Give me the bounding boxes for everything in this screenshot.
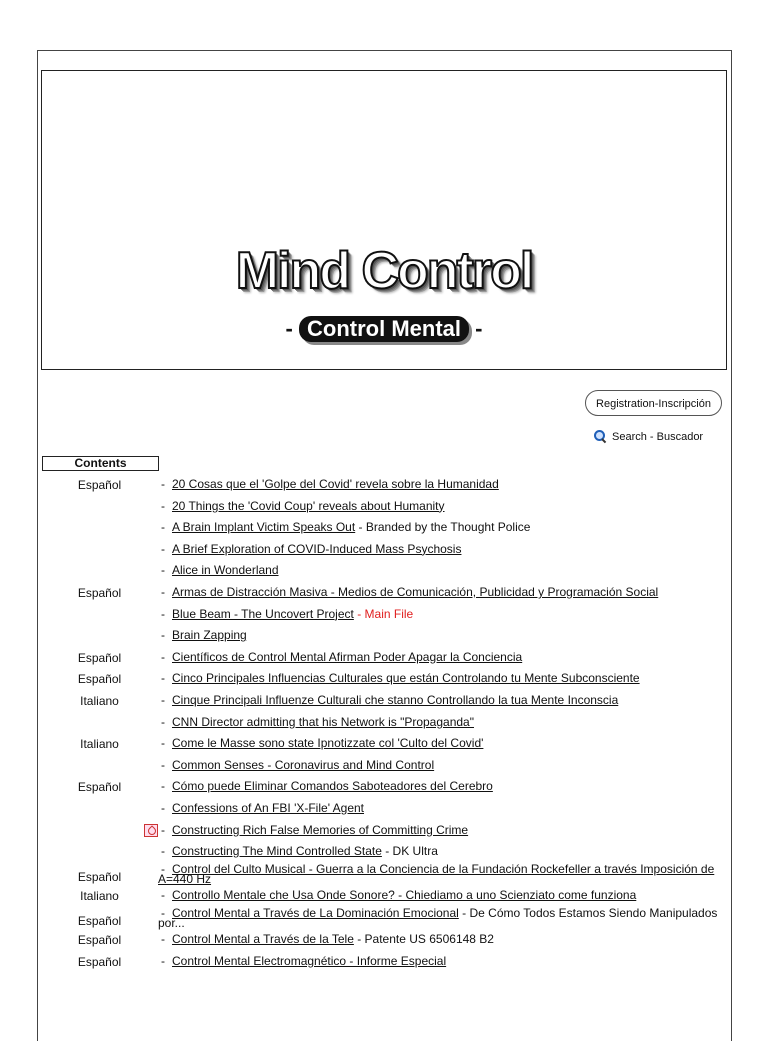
- bullet-dash: -: [161, 541, 165, 556]
- article-link[interactable]: Blue Beam - The Uncovert Project: [172, 606, 354, 621]
- article-link[interactable]: Control Mental a Través de La Dominación Emocional: [172, 905, 459, 920]
- entry-description: - DK Ultra: [381, 844, 438, 859]
- subtitle-right-dash: -: [475, 316, 483, 341]
- article-link[interactable]: Constructing Rich False Memories of Committing Crime: [172, 822, 469, 837]
- bullet-dash: -: [161, 757, 165, 772]
- bullet-dash: -: [161, 953, 165, 968]
- language-label: Español: [77, 585, 122, 600]
- language-label: Español: [77, 933, 122, 948]
- article-link[interactable]: A Brain Implant Victim Speaks Out: [172, 520, 356, 535]
- entry: [158, 500, 727, 513]
- banner-subtitle: [42, 316, 726, 342]
- language-label: Español: [77, 913, 122, 928]
- language-label: Español: [77, 954, 122, 969]
- magnifier-icon: [594, 430, 606, 442]
- bullet-dash: -: [161, 628, 165, 643]
- entry: [158, 478, 727, 491]
- list-item: [42, 669, 727, 691]
- subtitle-text: Control Mental: [299, 316, 469, 342]
- site-banner: [41, 70, 727, 370]
- entry: [158, 608, 727, 621]
- article-link[interactable]: Control del Culto Musical - Guerra a la Conciencia de la Fundación Rockefeller a través Imposición de A=440 Hz: [158, 861, 715, 887]
- article-link[interactable]: Confessions of An FBI 'X-File' Agent: [172, 800, 365, 815]
- bullet-dash: -: [161, 844, 165, 859]
- article-link[interactable]: Científicos de Control Mental Afirman Poder Apagar la Conciencia: [172, 649, 523, 664]
- list-item: [42, 518, 727, 540]
- entry: [158, 629, 727, 642]
- bullet-dash: -: [161, 736, 165, 751]
- registration-button[interactable]: Registration-Inscripción: [585, 390, 722, 416]
- entry: [158, 759, 727, 772]
- list-item: [42, 799, 727, 821]
- language-label: Italiano: [80, 889, 119, 904]
- bullet-dash: -: [161, 584, 165, 599]
- entry: [158, 651, 727, 664]
- article-link[interactable]: Cinque Principali Influenze Culturali che stanno Controllando la tua Mente Inconscia: [172, 692, 619, 707]
- language-label: Italiano: [80, 693, 119, 708]
- bullet-dash: -: [161, 606, 165, 621]
- entry: [158, 672, 727, 685]
- article-link[interactable]: 20 Cosas que el 'Golpe del Covid' revela sobre la Humanidad: [172, 477, 499, 491]
- bullet-dash: -: [161, 888, 165, 903]
- list-item: [42, 583, 727, 605]
- entry: [158, 694, 727, 707]
- entry-description: - De Cómo Todos Estamos Siendo Manipulados por...: [158, 905, 718, 931]
- language-label: Español: [77, 478, 122, 492]
- list-item: [42, 777, 727, 799]
- list-item: [42, 713, 727, 735]
- language-label: Español: [77, 672, 122, 687]
- entry: [158, 586, 727, 599]
- entry: [158, 521, 727, 534]
- entry: [158, 861, 727, 887]
- bullet-dash: -: [161, 822, 165, 837]
- list-item: [42, 475, 727, 497]
- list-item: [42, 561, 727, 583]
- language-label: Español: [77, 869, 122, 884]
- entry: [158, 889, 727, 902]
- entry: [158, 780, 727, 793]
- entry-description: - Patente US 6506148 B2: [353, 932, 494, 947]
- main-file-note: - Main File: [353, 606, 414, 621]
- list-item: [42, 842, 727, 864]
- subtitle-left-dash: -: [285, 316, 293, 341]
- article-link[interactable]: Controllo Mentale che Usa Onde Sonore? - Chiediamo a uno Scienziato come funziona: [172, 888, 637, 903]
- entry: [158, 543, 727, 556]
- list-item: [42, 605, 727, 627]
- bullet-dash: -: [161, 932, 165, 947]
- search-link[interactable]: [594, 430, 703, 443]
- pdf-icon[interactable]: [144, 824, 158, 837]
- contents-list: [42, 475, 727, 973]
- article-link[interactable]: Control Mental a Través de la Tele: [172, 932, 354, 947]
- entry: [158, 824, 727, 837]
- list-item: [42, 930, 727, 952]
- list-item: [42, 861, 727, 887]
- bullet-dash: -: [161, 861, 165, 876]
- article-link[interactable]: Cinco Principales Influencias Culturales que están Controlando tu Mente Subconsciente: [172, 671, 640, 686]
- bullet-dash: -: [161, 671, 165, 686]
- entry: [158, 955, 727, 968]
- language-label: Español: [77, 650, 122, 665]
- list-item: [42, 756, 727, 778]
- article-link[interactable]: A Brief Exploration of COVID-Induced Mass Psychosis: [172, 541, 462, 556]
- article-link[interactable]: Control Mental Electromagnético - Informe Especial: [172, 953, 447, 968]
- bullet-dash: -: [161, 498, 165, 513]
- article-link[interactable]: Come le Masse sono state Ipnotizzate col 'Culto del Covid': [172, 736, 484, 751]
- entry: [158, 933, 727, 946]
- article-link[interactable]: CNN Director admitting that his Network is "Propaganda": [172, 714, 474, 729]
- list-item: [42, 905, 727, 931]
- article-link[interactable]: Common Senses - Coronavirus and Mind Control: [172, 757, 435, 772]
- entry: [158, 905, 727, 931]
- entry: [158, 737, 727, 750]
- list-item: [42, 734, 727, 756]
- bullet-dash: -: [161, 800, 165, 815]
- list-item: [42, 886, 727, 908]
- language-label: Italiano: [80, 737, 119, 752]
- list-item: [42, 648, 727, 670]
- list-item: [42, 952, 727, 974]
- article-link[interactable]: Cómo puede Eliminar Comandos Saboteadores del Cerebro: [172, 779, 493, 794]
- entry: [158, 845, 727, 858]
- article-link[interactable]: 20 Things the 'Covid Coup' reveals about Humanity: [172, 498, 445, 513]
- entry: [158, 716, 727, 729]
- entry: [158, 564, 727, 577]
- list-item: [42, 540, 727, 562]
- list-item: [42, 821, 727, 843]
- language-label: Español: [77, 780, 122, 795]
- bullet-dash: -: [161, 714, 165, 729]
- list-item: [42, 497, 727, 519]
- bullet-dash: -: [161, 779, 165, 794]
- bullet-dash: -: [161, 692, 165, 707]
- entry-description: - Branded by the Thought Police: [355, 520, 531, 535]
- entry: [158, 802, 727, 815]
- bullet-dash: -: [161, 563, 165, 578]
- bullet-dash: -: [161, 905, 165, 920]
- contents-header: Contents: [42, 456, 159, 471]
- article-link[interactable]: Constructing The Mind Controlled State: [172, 844, 382, 859]
- bullet-dash: -: [161, 477, 165, 491]
- article-link[interactable]: Alice in Wonderland: [172, 563, 279, 578]
- article-link[interactable]: Armas de Distracción Masiva - Medios de Comunicación, Publicidad y Programación Social: [172, 584, 659, 599]
- banner-title: Mind Control: [235, 242, 533, 300]
- bullet-dash: -: [161, 520, 165, 535]
- list-item: [42, 691, 727, 713]
- article-link[interactable]: Brain Zapping: [172, 628, 247, 643]
- list-item: [42, 626, 727, 648]
- bullet-dash: -: [161, 649, 165, 664]
- search-link-label: Search - Buscador: [612, 431, 704, 443]
